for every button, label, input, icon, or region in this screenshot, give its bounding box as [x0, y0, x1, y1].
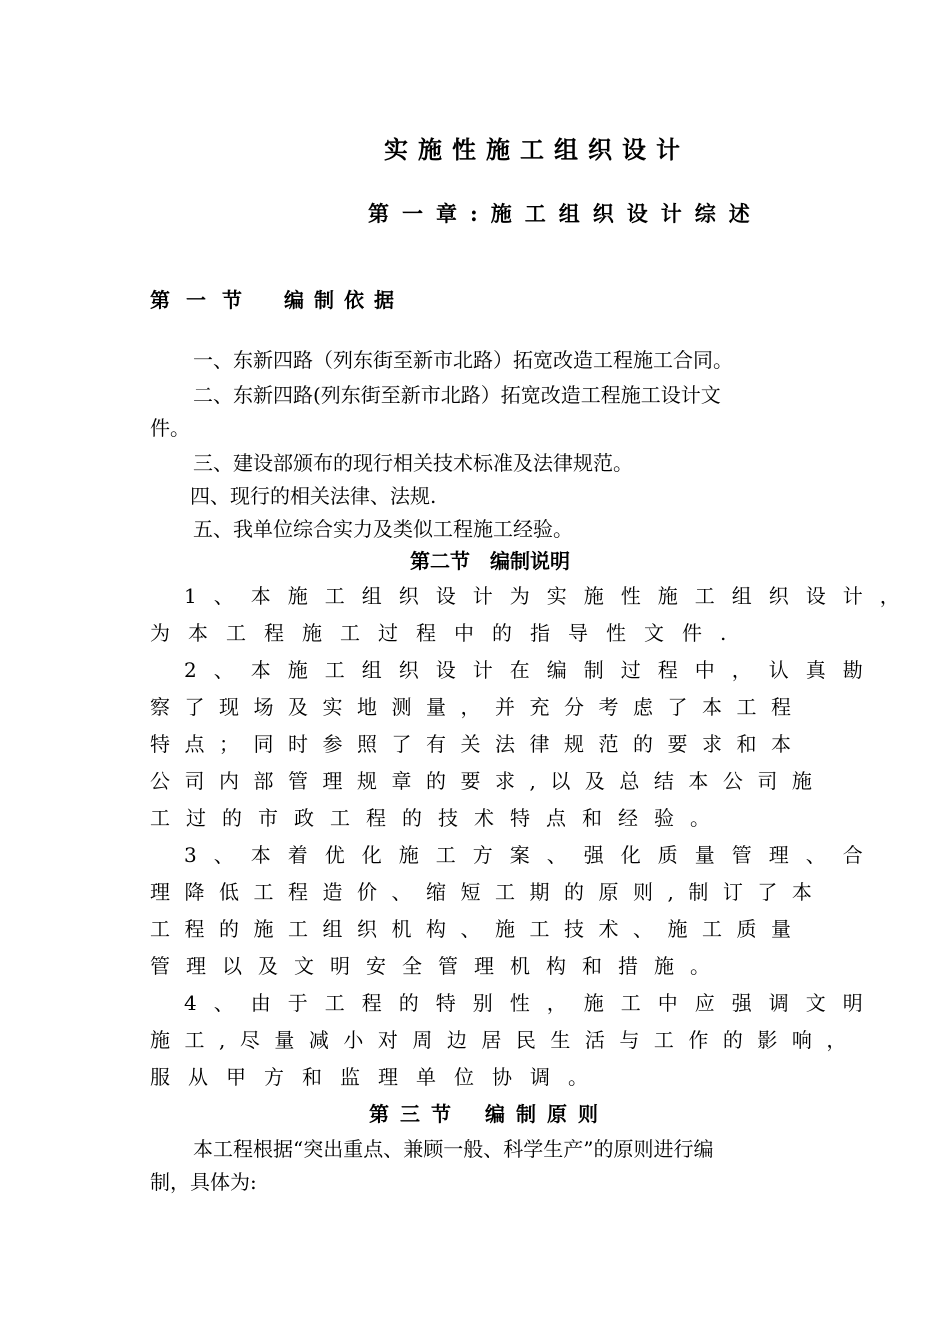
section-2-line: 公司内部管理规章的要求,以及总结本公司施 — [150, 769, 827, 793]
document-title: 实施性施工组织设计 — [384, 135, 690, 164]
section-2-line: 3、本着优化施工方案、强化质量管理、合 — [184, 843, 880, 867]
section-2-heading: 第二节 编制说明 — [410, 549, 570, 573]
section-1-number: 第一节 — [150, 288, 258, 312]
section-3-number: 第三节 — [369, 1102, 462, 1126]
section-1-item: 五、我单位综合实力及类似工程施工经验。 — [193, 517, 573, 541]
chapter-heading: 第一章:施工组织设计综述 — [368, 201, 763, 226]
section-2-line: 理降低工程造价、缩短工期的原则,制订了本 — [150, 880, 827, 904]
section-2-line: 为本工程施工过程中的指导性文件. — [150, 621, 745, 645]
section-2-line: 管理以及文明安全管理机构和措施。 — [150, 954, 726, 978]
section-3-line: 制，具体为: — [150, 1170, 257, 1194]
section-2-line: 工过的市政工程的技术特点和经验。 — [150, 806, 726, 830]
section-2-line: 服从甲方和监理单位协调。 — [150, 1065, 606, 1089]
section-1-item: 三、建设部颁布的现行相关技术标准及法律规范。 — [193, 451, 633, 475]
section-1-item: 二、东新四路(列东街至新市北路）拓宽改造工程施工设计文 — [193, 383, 721, 407]
section-2-line: 施工,尽量减小对周边居民生活与工作的影响， — [150, 1028, 861, 1052]
section-1-name: 编制依据 — [284, 288, 404, 312]
section-1-item: 一、东新四路（列东街至新市北路）拓宽改造工程施工合同。 — [193, 348, 733, 372]
section-3-line: 本工程根据“突出重点、兼顾一般、科学生产”的原则进行编 — [193, 1137, 714, 1161]
section-2-line: 2、本施工组织设计在编制过程中，认真勘 — [184, 658, 880, 682]
section-3-name: 编制原则 — [485, 1102, 609, 1126]
section-2-line: 察了现场及实地测量，并充分考虑了本工程 — [150, 695, 806, 719]
section-2-line: 4、由于工程的特别性，施工中应强调文明 — [184, 991, 880, 1015]
section-2-line: 工程的施工组织机构、施工技术、施工质量 — [150, 917, 806, 941]
section-1-item: 件。 — [150, 416, 190, 440]
section-1-item: 四、现行的相关法律、法规. — [190, 484, 437, 508]
section-2-line: 1、本施工组织设计为实施性施工组织设计， — [184, 584, 917, 608]
section-2-line: 特点；同时参照了有关法律规范的要求和本 — [150, 732, 806, 756]
